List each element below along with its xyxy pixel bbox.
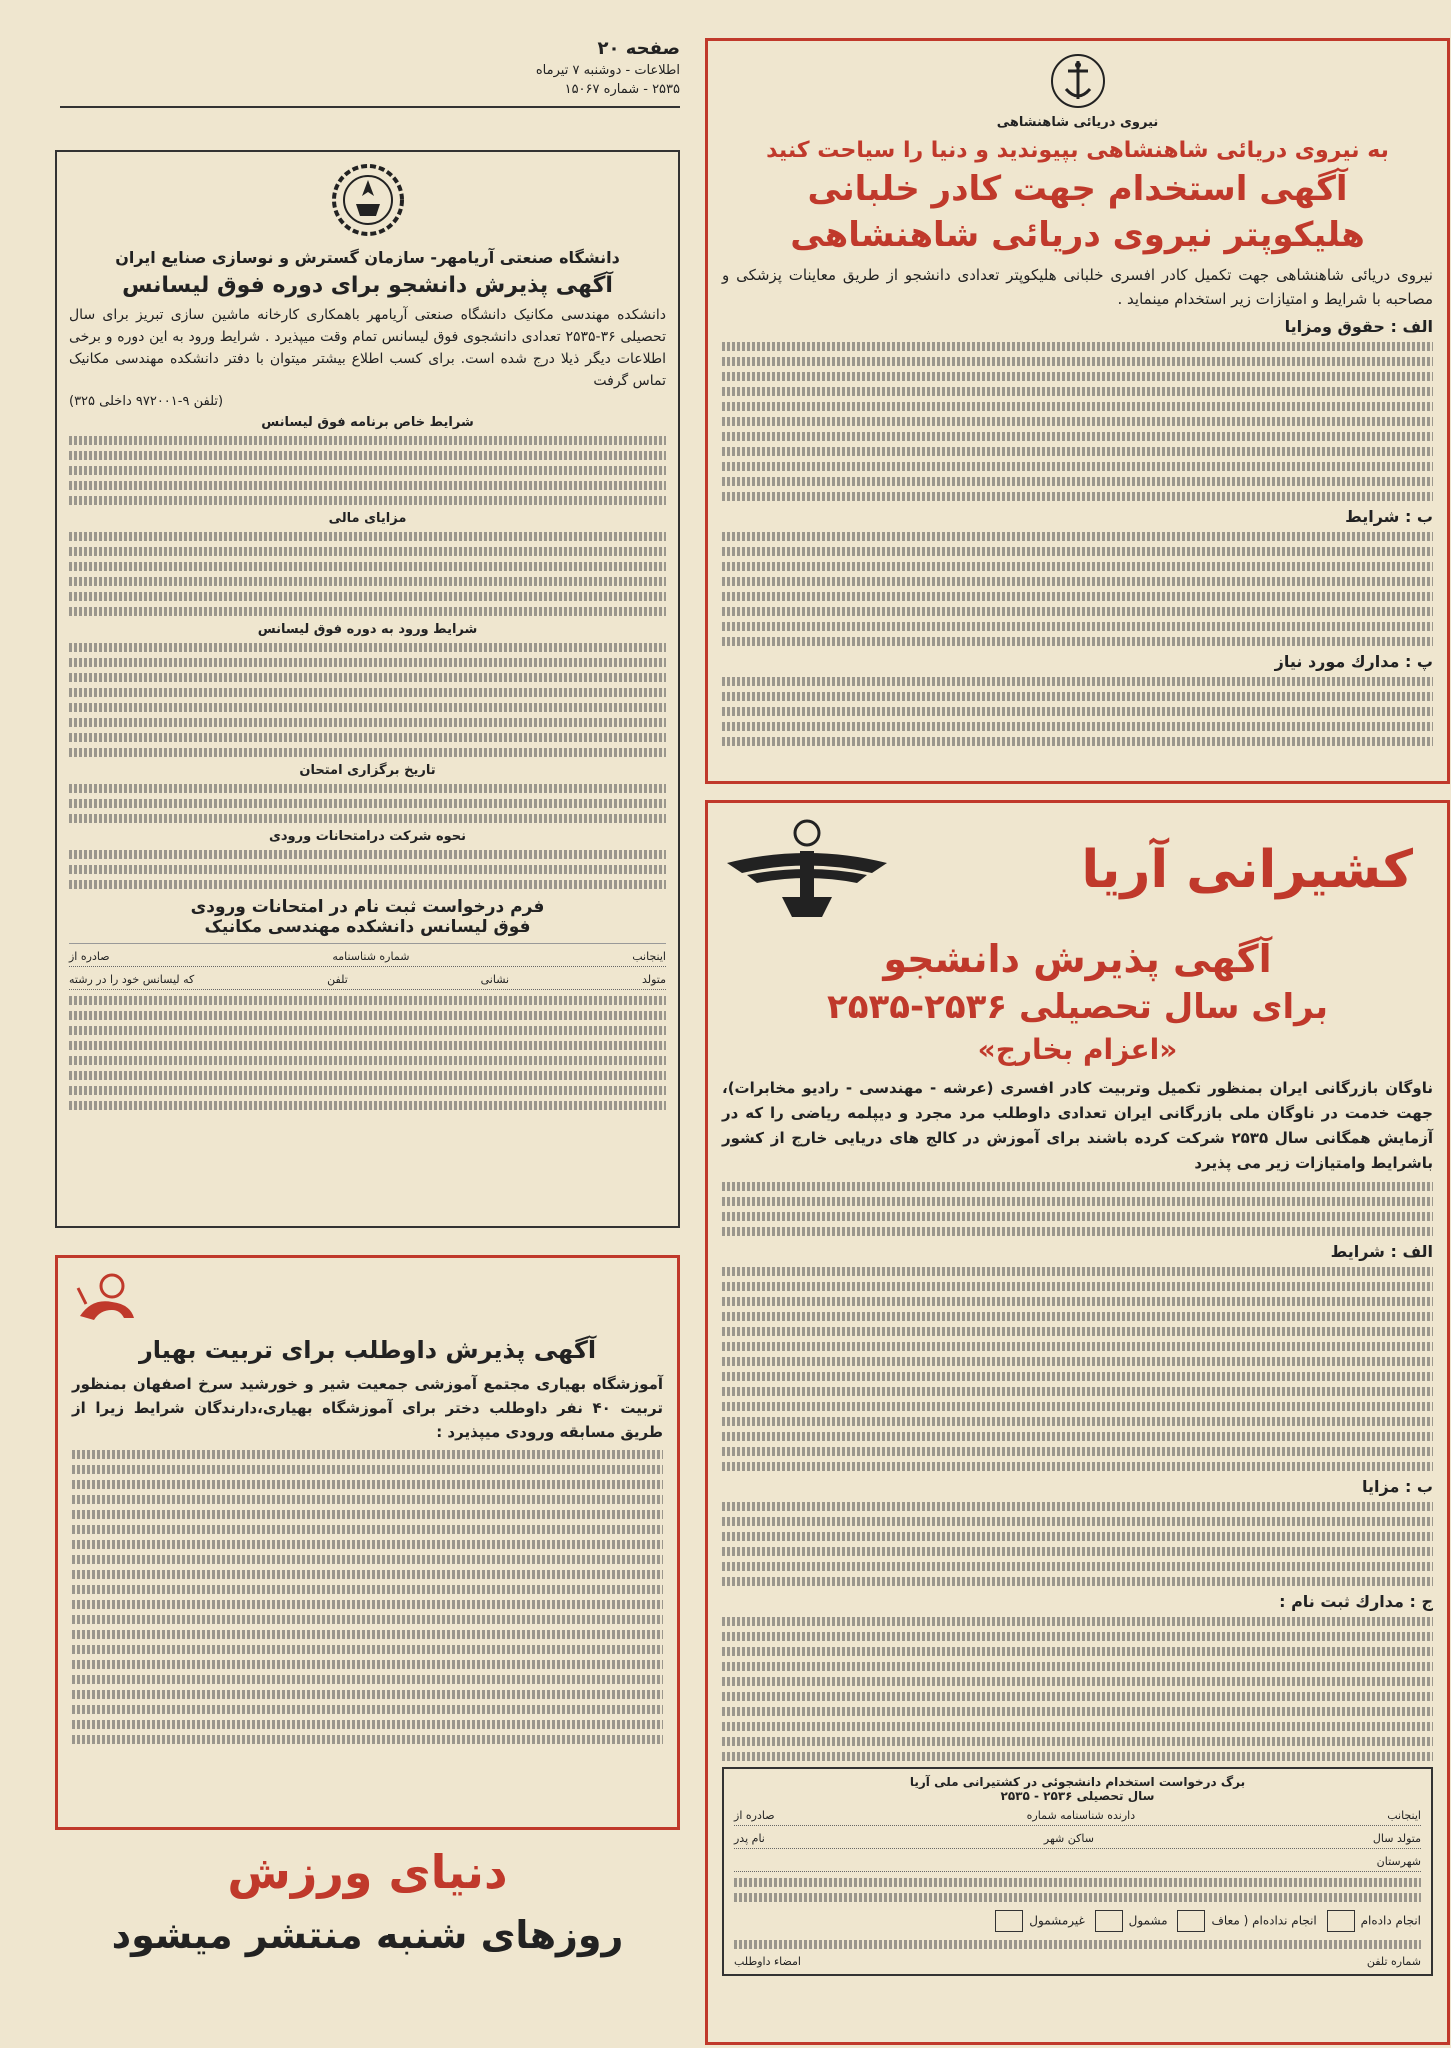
shipping-brand: کشیرانی آریا	[1081, 840, 1413, 900]
university-form-title: فرم درخواست ثبت نام در امتحانات ورودی	[190, 897, 545, 917]
sports-subtitle: روزهای شنبه منتشر میشود	[111, 1913, 624, 1957]
shipping-form	[722, 1767, 1433, 1976]
university-ad	[55, 150, 680, 1228]
shipping-year: برای سال تحصیلی ۲۵۳۶-۲۵۳۵	[826, 987, 1329, 1027]
shipping-faravahar-icon	[722, 813, 892, 927]
shipping-form-title: برگ درخواست استخدام دانشجوئی در کشتیرانی ملی آریا	[909, 1775, 1246, 1789]
sports-title: دنیای ورزش	[227, 1845, 508, 1899]
navy-title-2: هلیکوپتر نیروی دریائی شاهنشاهی	[790, 215, 1365, 255]
university-phone: (تلفن ۹-۹۷۲۰۰۱ داخلی ۳۲۵)	[69, 394, 224, 409]
university-title: آگهی پذیرش دانشجو برای دوره فوق لیسانس	[122, 273, 613, 298]
shipping-form-row: اینجانب دارنده شناسنامه شماره صادره از	[734, 1809, 1421, 1826]
university-date-text	[69, 784, 666, 823]
university-section-special: شرایط خاص برنامه فوق لیسانس	[261, 415, 474, 430]
sports-section	[55, 1845, 680, 2035]
shipping-form-row: متولد سال ساکن شهر نام پدر	[734, 1832, 1421, 1849]
bahyar-body-text	[72, 1450, 663, 1744]
university-form-lines	[69, 996, 666, 1110]
university-participation-text	[69, 850, 666, 889]
navy-emblem-icon	[722, 51, 1433, 115]
university-institution: دانشگاه صنعتی آریامهر- سازمان گسترش و نوسازی صنایع ایران	[115, 248, 620, 267]
lion-sun-icon	[72, 1268, 663, 1332]
navy-title-1: آگهی استخدام جهت کادر خلبانی	[807, 169, 1348, 209]
shipping-body-text	[722, 1182, 1433, 1236]
shipping-conditions-text	[722, 1267, 1433, 1471]
navy-salary-text	[722, 342, 1433, 501]
university-form-row: اینجانب شماره شناسنامه صادره از	[69, 950, 666, 967]
university-section-financial: مزایای مالی	[328, 511, 407, 526]
page-number: صفحه ۲۰	[597, 38, 680, 59]
shipping-header	[722, 813, 1433, 927]
shipping-abroad: «اعزام بخارج»	[977, 1033, 1178, 1066]
university-entry-text	[69, 643, 666, 757]
navy-section-salary: الف : حقوق ومزایا	[1284, 317, 1433, 336]
issue-date: اطلاعات - دوشنبه ۷ تیرماه	[535, 63, 680, 78]
shipping-ad	[705, 800, 1450, 2045]
page-header	[60, 38, 680, 108]
issue-number: ۲۵۳۵ - شماره ۱۵۰۶۷	[564, 82, 680, 97]
shipping-section-documents: ج : مدارك ثبت نام :	[1279, 1592, 1433, 1611]
navy-intro: نیروی دریائی شاهنشاهی جهت تکمیل کادر افسری خلبانی هلیکوپتر تعدادی دانشجو از طریق معاینات پزشکی و مصاحبه با شرایط و امتیازات زیر استخدام مینماید .	[722, 266, 1433, 308]
university-section-entry: شرایط ورود به دوره فوق لیسانس	[257, 622, 478, 637]
bahyar-title: آگهی پذیرش داوطلب برای تربیت بهیار	[138, 1336, 597, 1364]
navy-headline: به نیروی دریائی شاهنشاهی بپیوندید و دنیا را سیاحت کنید	[766, 138, 1389, 163]
university-section-participation: نحوه شرکت درامتحانات ورودی	[268, 829, 467, 844]
university-form-row: متولد نشانی تلفن که لیسانس خود را در رشته	[69, 973, 666, 990]
navy-ad	[705, 38, 1450, 784]
shipping-form-lines	[734, 1878, 1421, 1902]
shipping-documents-text	[722, 1617, 1433, 1761]
option-checkbox	[1095, 1910, 1123, 1932]
university-intro: دانشکده مهندسی مکانیک دانشگاه صنعتی آریامهر باهمکاری کارخانه ماشین سازی تبریز برای سال تحصیلی ۳۶-۲۵۳۵ تعدادی دانشجوی فوق لیسانس تمام وقت میپذیرد . شرایط ورود به این دوره و برخی اطلاعات دیگر ذیلا درج شده است. برای کسب اطلاع بیشتر میتوان با دفتر دانشکده مهندسی مکانیک تماس گرفت	[69, 307, 666, 389]
shipping-section-conditions: الف : شرایط	[1330, 1242, 1433, 1261]
navy-documents-text	[722, 677, 1433, 746]
shipping-form-options: انجام داده‌ام انجام نداده‌ام ( معاف مشمول غیرمشمول	[734, 1910, 1421, 1932]
bahyar-intro: آموزشگاه بهیاری مجتمع آموزشی جمعیت شیر و خورشید سرخ اصفهان بمنظور تربیت ۴۰ نفر داوطلب دختر برای آموزشگاه بهیاری،دارندگان شرایط زیرا از طریق مسابقه ورودی میپذیرد :	[72, 1375, 663, 1441]
navy-conditions-text	[722, 532, 1433, 646]
shipping-form-footer: شماره تلفن امضاء داوطلب	[734, 1955, 1421, 1968]
shipping-form-year: سال تحصیلی ۲۵۳۶ - ۲۵۳۵	[1000, 1789, 1155, 1803]
university-form-subtitle: فوق لیسانس دانشکده مهندسی مکانیک	[204, 917, 531, 937]
university-section-date: تاریخ برگزاری امتحان	[299, 763, 436, 778]
bahyar-ad	[55, 1255, 680, 1830]
shipping-benefits-text	[722, 1502, 1433, 1586]
university-financial-text	[69, 532, 666, 616]
university-logo-icon	[69, 162, 666, 242]
shipping-intro: ناوگان بازرگانی ایران بمنظور تکمیل وتربیت کادر افسری (عرشه - مهندسی - رادیو مخابرات)، جهت خدمت در ناوگان ملی بازرگانی ایران تعدادی داوطلب مرد مجرد و دیپلمه ریاضی را که در آزمایش همگانی سال ۲۵۳۵ شرکت کرده باشند برای آموزش در کالج های دریایی خارج از کشور باشرایط وامتیازات زیر می پذیرد	[722, 1079, 1433, 1172]
navy-section-documents: پ : مدارك مورد نیاز	[1274, 652, 1433, 671]
navy-section-conditions: ب : شرایط	[1345, 507, 1433, 526]
option-checkbox	[995, 1910, 1023, 1932]
option-checkbox	[1327, 1910, 1355, 1932]
navy-emblem-caption: نیروی دریائی شاهنشاهی	[996, 115, 1159, 130]
university-body-text	[69, 436, 666, 505]
shipping-section-benefits: ب : مزایا	[1362, 1477, 1433, 1496]
option-checkbox	[1177, 1910, 1205, 1932]
shipping-title: آگهی پذیرش دانشجو	[883, 937, 1272, 981]
shipping-form-address-lines	[734, 1940, 1421, 1949]
shipping-form-row: شهرستان	[734, 1855, 1421, 1872]
